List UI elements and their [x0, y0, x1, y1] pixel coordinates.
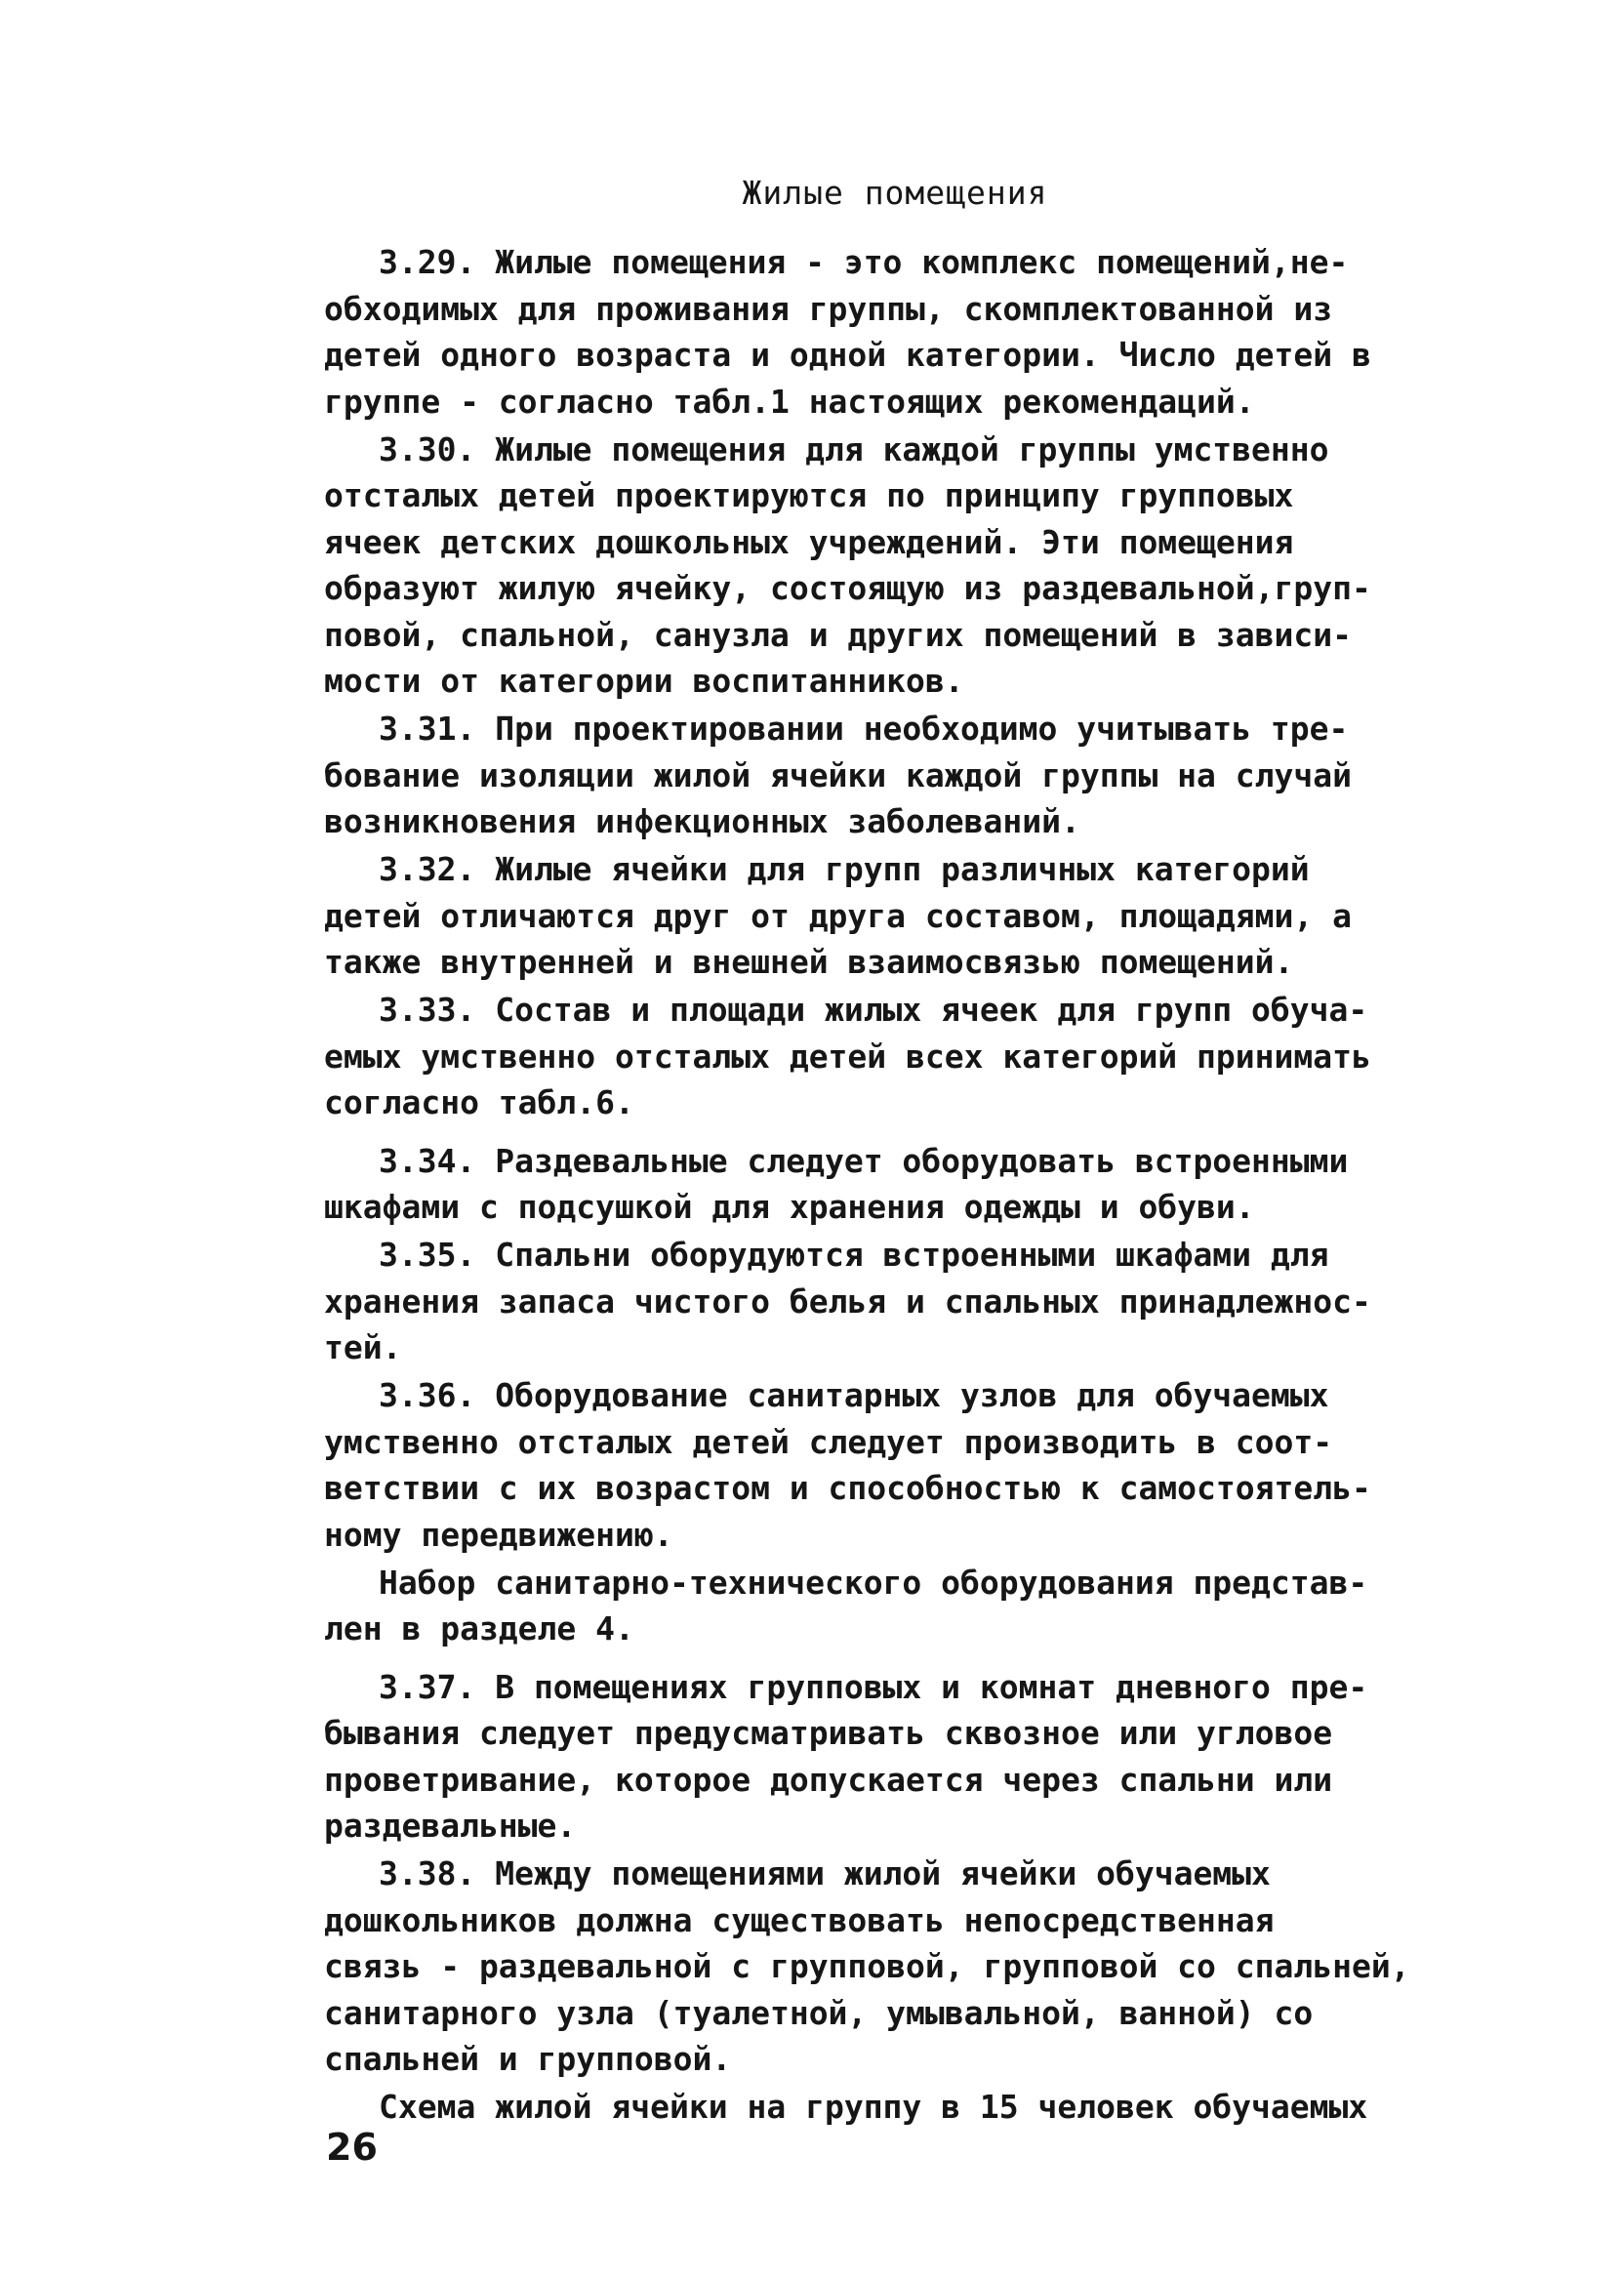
paragraph-3-37: [324, 1664, 1495, 1850]
text-line: образуют жилую ячейку, состоящую из раздевальной,груп-: [324, 569, 1371, 607]
page-number: 26: [326, 2126, 378, 2169]
text-line: связь - раздевальной с групповой, групповой со спальней,: [324, 1947, 1410, 1985]
text-line: бывания следует предусматривать сквозное или угловое: [324, 1714, 1333, 1752]
paragraph-3-30: [324, 427, 1495, 705]
text-line: дошкольников должна существовать непосредственная: [324, 1900, 1275, 1939]
paragraph-3-35: [324, 1232, 1495, 1371]
text-line: ветствии с их возрастом и способностью к самостоятель-: [324, 1469, 1371, 1507]
text-line: 3.31. При проектировании необходимо учитывать тре-: [379, 710, 1349, 748]
paragraph-3-36: [324, 1372, 1495, 1558]
text-line: проветривание, которое допускается через спальни или: [324, 1760, 1333, 1799]
text-line: ячеек детских дошкольных учреждений. Эти помещения: [324, 522, 1294, 561]
text-line: 3.29. Жилые помещения - это комплекс помещений,не-: [379, 243, 1349, 281]
text-line: 3.32. Жилые ячейки для групп различных категорий: [379, 850, 1310, 888]
document-body: [324, 239, 1495, 2132]
text-line: 3.35. Спальни оборудуются встроенными шкафами для: [379, 1236, 1329, 1274]
text-line: 3.36. Оборудование санитарных узлов для обучаемых: [379, 1376, 1329, 1414]
paragraph-3-32: [324, 846, 1495, 986]
text-line: Набор санитарно-технического оборудования представ-: [379, 1563, 1368, 1602]
text-line: тей.: [324, 1328, 402, 1366]
text-line: детей одного возраста и одной категории. Число детей в: [324, 336, 1371, 374]
text-line: умственно отсталых детей следует производить в соот-: [324, 1422, 1333, 1461]
paragraph-3-33: [324, 987, 1495, 1126]
text-line: отсталых детей проектируются по принципу групповых: [324, 476, 1294, 514]
paragraph-3-29: [324, 239, 1495, 425]
text-line: обходимых для проживания группы, скомплектованной из: [324, 289, 1333, 328]
text-line: 3.34. Раздевальные следует оборудовать встроенными: [379, 1141, 1349, 1180]
text-line: емых умственно отсталых детей всех категорий принимать: [324, 1037, 1371, 1076]
text-line: раздевальные.: [324, 1807, 577, 1845]
section-heading: Жилые помещения: [742, 174, 1048, 212]
text-line: лен в разделе 4.: [324, 1609, 634, 1647]
paragraph-3-38: [324, 1851, 1495, 2083]
text-line: мости от категории воспитанников.: [324, 662, 964, 700]
text-line: ному передвижению.: [324, 1515, 673, 1554]
text-line: спальней и групповой.: [324, 2040, 732, 2078]
paragraph-3-31: [324, 706, 1495, 845]
text-line: бование изоляции жилой ячейки каждой группы на случай: [324, 755, 1352, 794]
text-line: 3.33. Состав и площади жилых ячеек для групп обуча-: [379, 991, 1368, 1029]
paragraph-3-34: [324, 1138, 1495, 1231]
text-line: также внутренней и внешней взаимосвязью помещений.: [324, 943, 1294, 981]
text-line: хранения запаса чистого белья и спальных принадлежнос-: [324, 1281, 1371, 1321]
text-line: возникновения инфекционных заболеваний.: [324, 802, 1080, 840]
text-line: группе - согласно табл.1 настоящих рекомендаций.: [324, 382, 1255, 421]
text-line: согласно табл.6.: [324, 1083, 634, 1121]
text-line: санитарного узла (туалетной, умывальной, ванной) со: [324, 1993, 1314, 2032]
text-line: повой, спальной, санузла и других помещений в зависи-: [324, 615, 1352, 654]
paragraph-equipment-set: [324, 1560, 1495, 1652]
paragraph-scheme: [324, 2084, 1495, 2131]
text-line: 3.38. Между помещениями жилой ячейки обучаемых: [379, 1854, 1271, 1892]
text-line: детей отличаются друг от друга составом, площадями, а: [324, 896, 1352, 935]
text-line: Схема жилой ячейки на группу в 15 человек обучаемых: [379, 2088, 1368, 2126]
text-line: 3.30. Жилые помещения для каждой группы умственно: [379, 429, 1329, 468]
text-line: шкафами с подсушкой для хранения одежды и обуви.: [324, 1188, 1255, 1226]
text-line: 3.37. В помещениях групповых и комнат дневного пре-: [379, 1667, 1368, 1706]
